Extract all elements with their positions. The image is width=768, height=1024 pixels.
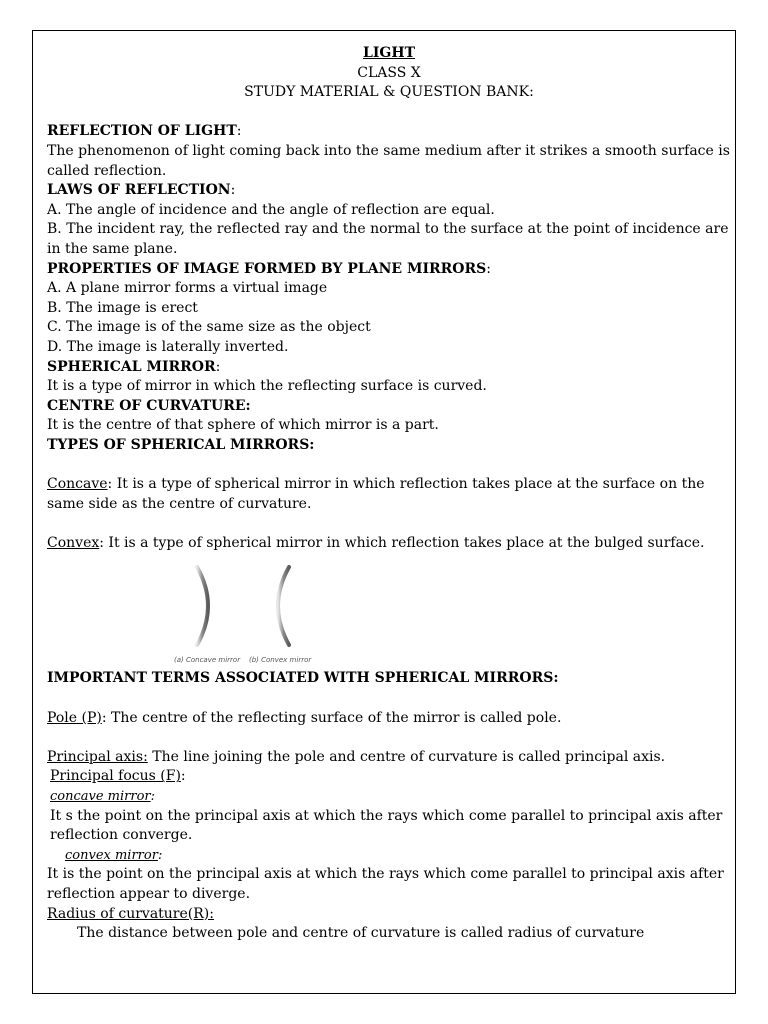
property-item: D. The image is laterally inverted. [47,338,289,355]
doc-class: CLASS X [357,64,421,81]
radius-text: The distance between pole and centre of curvature is called radius of curvature [77,925,645,942]
mirror-figure [47,553,731,669]
types-heading: TYPES OF SPHERICAL MIRRORS: [47,436,315,453]
convex-caption: (b) Convex mirror [249,656,312,665]
concave-mirror-subheading: concave mirror: [50,789,156,804]
concave-focus-text: It s the point on the principal axis at which the rays which come parallel to principal axis after reflection converge. [50,807,723,844]
doc-subtitle: STUDY MATERIAL & QUESTION BANK: [244,84,534,101]
convex-mirror-arc [278,567,289,645]
convex-focus-text: It is the point on the principal axis at which the rays which come parallel to principal axis after reflection appear to diverge. [47,866,724,902]
curvature-heading: CENTRE OF CURVATURE: [47,397,251,414]
concave-caption: (a) Concave mirror [174,656,241,665]
law-b: B. The incident ray, the reflected ray and the normal to the surface at the point of incidence are in the same plane. [47,221,729,257]
doc-title: LIGHT [363,45,415,61]
reflection-text: The phenomenon of light coming back into the same medium after it strikes a smooth surface is called reflection. [47,142,730,179]
focus-heading: Principal focus (F): [50,768,186,785]
curvature-text: It is the centre of that sphere of which mirror is a part. [47,417,439,434]
property-item: B. The image is erect [47,299,198,316]
law-a: A. The angle of incidence and the angle of reflection are equal. [47,201,495,218]
spherical-text: It is a type of mirror in which the reflecting surface is curved. [47,378,487,395]
document-body [47,44,737,944]
axis-definition: Principal axis: The line joining the pole and centre of curvature is called principal axis. [47,748,666,765]
terms-heading: IMPORTANT TERMS ASSOCIATED WITH SPHERICAL MIRRORS: [47,670,559,687]
pole-definition: Pole (P): The centre of the reflecting surface of the mirror is called pole. [47,709,562,726]
spherical-heading: SPHERICAL MIRROR: [47,358,221,375]
reflection-heading: REFLECTION OF LIGHT: [47,123,242,140]
property-item: A. A plane mirror forms a virtual image [47,280,328,297]
properties-heading: PROPERTIES OF IMAGE FORMED BY PLANE MIRRORS: [47,260,491,277]
convex-mirror-subheading: convex mirror: [65,847,163,863]
concave-mirror-arc [197,567,208,645]
laws-heading: LAWS OF REFLECTION: [47,182,236,199]
mirror-diagram [167,559,367,659]
concave-definition: Concave: It is a type of spherical mirror in which reflection takes place at the surface on the same side as the centre of curvature. [47,476,705,512]
convex-definition: Convex: It is a type of spherical mirror in which reflection takes place at the bulged surface. [47,534,705,551]
property-item: C. The image is of the same size as the object [47,319,371,336]
radius-heading: Radius of curvature(R): [47,905,214,922]
